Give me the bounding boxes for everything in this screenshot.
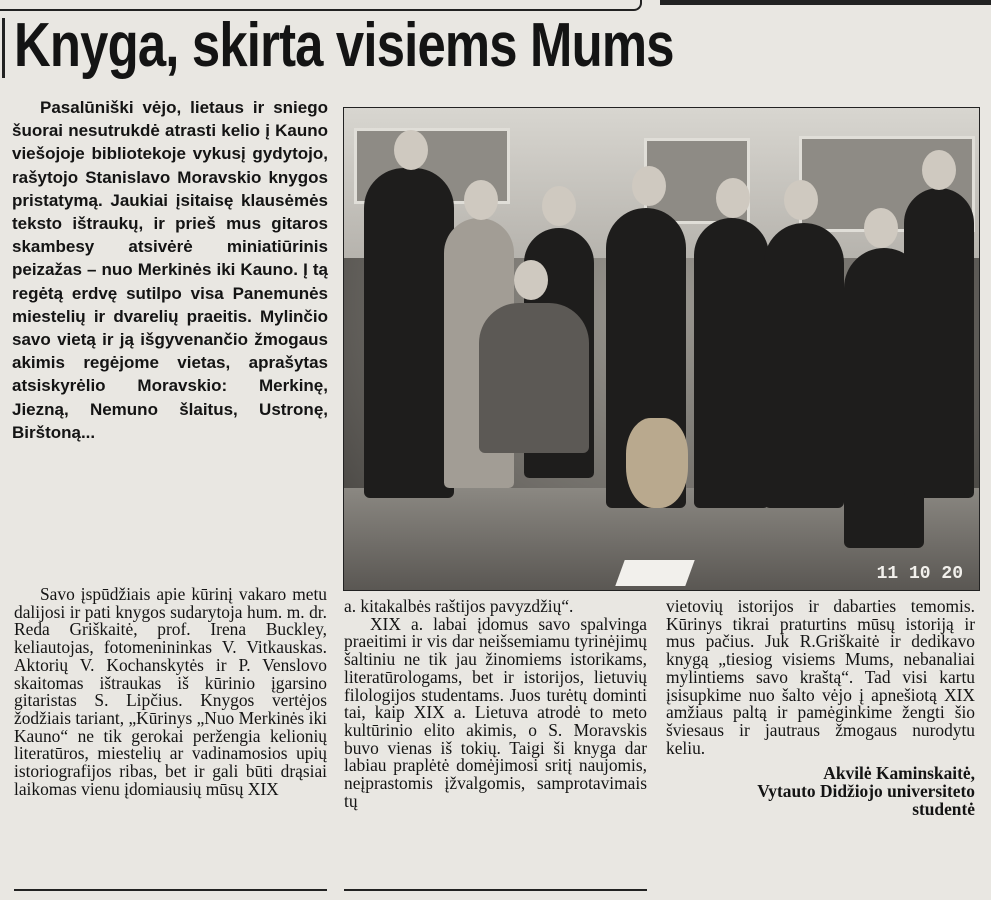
- photo-person-head: [394, 130, 428, 170]
- photo-person-head: [922, 150, 956, 190]
- photo-person: [904, 188, 974, 498]
- author-name: Akvilė Kaminskaitė,: [823, 763, 975, 784]
- photo-person-seated: [479, 303, 589, 453]
- photo-person-head: [464, 180, 498, 220]
- body-paragraph-continued: a. kitakalbės raštijos pavyzdžių“.: [344, 596, 574, 616]
- author-role: studentė: [912, 798, 975, 819]
- body-column-2: [344, 598, 647, 810]
- body-paragraph-continued: vietovių istorijos ir dabarties temomis. Kūrinys tikrai praturtins mūsų istoriją ir mus pačius. Juk R.Griškaitė ir dedikavo knygą „tiesiog visiems Mums, nebanaliai mylintiems savo kraštą“. Tad visi kartu įsisupkime nuo šalto vėjo į apnešiotą XIX amžiaus paltą ir pamėginkime žengti šio šviesaus ir jautraus žmogaus nurodytu keliu.: [666, 596, 975, 758]
- photo-person: [694, 218, 769, 508]
- body-column-1: [14, 586, 327, 798]
- photo-paper: [615, 560, 694, 586]
- event-photo: [343, 107, 980, 591]
- body-column-3: [666, 598, 975, 818]
- headline: Knyga, skirta visiems Mums: [14, 11, 674, 80]
- photo-date-stamp: 11 10 20: [876, 564, 963, 584]
- photo-person-head: [542, 186, 576, 226]
- photo-person-head: [632, 166, 666, 206]
- lead-paragraph: Pasalūniški vėjo, lietaus ir sniego šuorai nesutrukdė atrasti kelio į Kauno viešojoje bibliotekoje vykusį gydytojo, rašytojo Stanislavo Moravskio knygos pristatymą. Jaukiai įsitaisę klausėmės teksto ištraukų, ir prieš mus gitaros skambesy atsivėrė miniatiūrinis peizažas – nuo Merkinės iki Kauno. Į tą regėtą erdvę sutilpo visa Panemunės miestelių ir dvarelių praeitis. Mylinčio savo vietą ir ją išgyvenančio žmogaus akimis regėjome vietas, aprašytas atsiskyrėlio Moravskio: Merkinę, Jiezną, Nemuno šlaitus, Ustronę, Birštoną...: [12, 98, 328, 442]
- photo-person: [364, 168, 454, 498]
- photo-person-head: [716, 178, 750, 218]
- photo-person: [764, 223, 844, 508]
- photo-person-head: [864, 208, 898, 248]
- bottom-rule: [14, 889, 327, 891]
- bottom-rule: [344, 889, 647, 891]
- photo-person-head: [784, 180, 818, 220]
- body-paragraph: XIX a. labai įdomus savo spalvinga praeitimi ir vis dar neišsemiamu tyrinėjimų šaltiniu ne tik jau žinomiems istorikams, literatūrologams, bet ir istorijos, lietuvių filologijos studentams. Juos turėtų dominti tai, kaip XIX a. Lietuva atrodė to meto kultūrinio elito akimis, o S. Moravskis buvo vienas iš tokių. Taigi ši knyga dar labiau praplėtė domėjimosi sritį naujomis, neįprastomis įžvalgomis, samprotavimais tų: [344, 613, 647, 811]
- top-rule-right: [660, 0, 991, 5]
- author-signature: [666, 765, 975, 818]
- body-paragraph: Savo įspūdžiais apie kūrinį vakaro metu dalijosi ir pati knygos sudarytoja hum. m. dr. Reda Griškaitė, prof. Irena Buckley, keliautojas, fotomenininkas V. Vitkauskas. Aktorių V. Kochanskytės ir P. Venslovo skaitomas ištraukas iš kūrinio įgarsino gitaristas S. Lipčius. Knygos vertėjos žodžiais tariant, „Kūrinys „Nuo Merkinės iki Kauno“ ne tik gerokai peržengia kelionių literatūros, miestelių ar vadinamosios upių istoriografijos ribas, bet ir gali būti drąsiai laikomas vienu įdomiausių mūsų XIX: [14, 584, 327, 799]
- author-affiliation: Vytauto Didžiojo universiteto: [757, 781, 975, 802]
- photo-person-head: [514, 260, 548, 300]
- photo-guitar: [626, 418, 688, 508]
- headline-bar: [2, 18, 5, 78]
